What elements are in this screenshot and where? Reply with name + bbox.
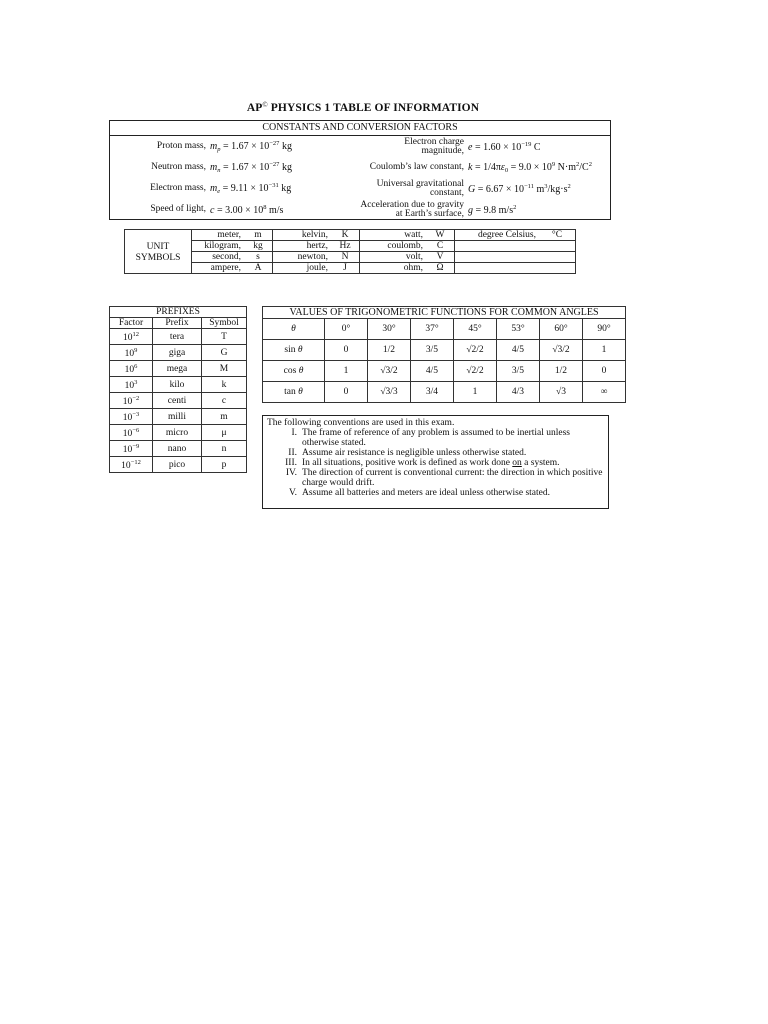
prefix-row: [110, 345, 247, 361]
trig-value: ∞: [583, 382, 626, 403]
unit-symbol: °C: [539, 230, 576, 241]
angle-header: 37°: [411, 319, 454, 340]
trig-value: 3/4: [411, 382, 454, 403]
convention-text: Assume all batteries and meters are ideal unless otherwise stated.: [302, 488, 550, 498]
unit-symbol: [539, 263, 576, 274]
convention-item: [267, 428, 604, 448]
unit-name: kilogram,: [192, 241, 245, 252]
prefix-name: nano: [153, 441, 202, 457]
convention-text: The frame of reference of any problem is assumed to be inertial unless otherwise stated.: [302, 428, 571, 448]
trig-value: √2/2: [454, 361, 497, 382]
trig-value: 1: [325, 361, 368, 382]
prefix-factor: $10^{-3}$: [110, 409, 153, 425]
prefix-symbol: n: [202, 441, 247, 457]
trig-value: 0: [583, 361, 626, 382]
theta-header: θ: [263, 319, 325, 340]
trig-function-label: tan θ: [263, 382, 325, 403]
coulomb-constant-row: Coulomb’s law constant, $k = 1/4\pi\varepsilon_0 = 9.0 \times 10^9$ $N\cdot m^2/C^2$: [369, 161, 592, 174]
angle-header: 45°: [454, 319, 497, 340]
unit-symbol: Hz: [331, 241, 360, 252]
unit-name: coulomb,: [360, 241, 427, 252]
unit-symbol: Ω: [426, 263, 455, 274]
unit-row: [125, 263, 576, 274]
prefixes-table: [109, 306, 247, 473]
prefix-name: tera: [153, 329, 202, 345]
convention-number: IV.: [285, 468, 297, 478]
unit-row: [125, 252, 576, 263]
prefix-symbol: c: [202, 393, 247, 409]
convention-number: V.: [288, 488, 297, 498]
unit-symbol: K: [331, 230, 360, 241]
trig-value: 1/2: [540, 361, 583, 382]
trig-angle-row: [263, 319, 626, 340]
convention-text: In all situations, positive work is defined as work done on a system.: [302, 458, 560, 468]
trig-value: 3/5: [411, 340, 454, 361]
prefix-name: micro: [153, 425, 202, 441]
prefix-symbol: μ: [202, 425, 247, 441]
unit-name: newton,: [273, 252, 332, 263]
trig-values-table: [262, 306, 626, 403]
prefix-symbol: p: [202, 457, 247, 473]
trig-value: 4/5: [411, 361, 454, 382]
trig-title: VALUES OF TRIGONOMETRIC FUNCTIONS FOR COMMON ANGLES: [263, 307, 626, 319]
convention-number: I.: [291, 428, 297, 438]
symbol-header: Symbol: [202, 318, 247, 329]
electron-charge-row: Electron charge magnitude, $e = 1.60 \times 10^{-19}$ C: [404, 136, 541, 156]
prefix-symbol: M: [202, 361, 247, 377]
prefix-name: mega: [153, 361, 202, 377]
convention-item: [267, 488, 604, 498]
prefix-factor: $10^{-6}$: [110, 425, 153, 441]
convention-number: III.: [285, 458, 297, 468]
conventions-intro: The following conventions are used in this exam.: [267, 418, 455, 428]
unit-symbols-table: [124, 229, 576, 274]
unit-name: meter,: [192, 230, 245, 241]
convention-item: [267, 448, 604, 458]
prefix-factor: $10^{-2}$: [110, 393, 153, 409]
trig-row: [263, 340, 626, 361]
prefix-row: [110, 361, 247, 377]
unit-name: ohm,: [360, 263, 427, 274]
unit-symbol: W: [426, 230, 455, 241]
trig-row: [263, 382, 626, 403]
prefix-name: kilo: [153, 377, 202, 393]
prefix-row: [110, 329, 247, 345]
angle-header: 53°: [497, 319, 540, 340]
unit-symbols-label: UNIT SYMBOLS: [125, 230, 192, 274]
unit-name: volt,: [360, 252, 427, 263]
prefix-name: milli: [153, 409, 202, 425]
unit-name: degree Celsius,: [455, 230, 540, 241]
prefix-factor: $10^6$: [110, 361, 153, 377]
unit-symbol: [539, 241, 576, 252]
unit-symbol: m: [244, 230, 273, 241]
constants-table: [109, 120, 611, 220]
prefix-row: [110, 409, 247, 425]
unit-name: kelvin,: [273, 230, 332, 241]
prefix-factor: $10^3$: [110, 377, 153, 393]
trig-value: 3/5: [497, 361, 540, 382]
unit-symbol: C: [426, 241, 455, 252]
angle-header: 0°: [325, 319, 368, 340]
unit-name: ampere,: [192, 263, 245, 274]
trig-value: 1: [583, 340, 626, 361]
unit-name: watt,: [360, 230, 427, 241]
trig-value: √3: [540, 382, 583, 403]
unit-symbol: N: [331, 252, 360, 263]
trig-function-label: cos θ: [263, 361, 325, 382]
prefix-row: [110, 425, 247, 441]
trig-value: 4/5: [497, 340, 540, 361]
prefix-name: centi: [153, 393, 202, 409]
unit-row: [125, 241, 576, 252]
unit-name: [455, 241, 540, 252]
neutron-mass-row: Neutron mass, $m_n = 1.67 \times 10^{-27}$ kg: [151, 161, 292, 174]
conventions-box: [262, 415, 609, 509]
unit-symbol: J: [331, 263, 360, 274]
prefix-header: Prefix: [153, 318, 202, 329]
proton-mass-row: Proton mass, $m_p = 1.67 \times 10^{-27}$ kg: [156, 140, 292, 153]
prefix-factor: $10^{-9}$: [110, 441, 153, 457]
prefix-factor: $10^9$: [110, 345, 153, 361]
unit-name: second,: [192, 252, 245, 263]
prefix-row: [110, 377, 247, 393]
gravity-acceleration-row: Acceleration due to gravity at Earth’s surface, g = 9.8 $m/s^2$: [360, 199, 517, 219]
unit-symbol: V: [426, 252, 455, 263]
unit-name: [455, 263, 540, 274]
angle-header: 60°: [540, 319, 583, 340]
convention-item: [267, 458, 604, 468]
convention-item: [267, 468, 604, 488]
speed-of-light-row: Speed of light, $c = 3.00 \times 10^8$ m/s: [150, 203, 284, 216]
trig-value: 1: [454, 382, 497, 403]
prefix-name: giga: [153, 345, 202, 361]
trig-row: [263, 361, 626, 382]
prefix-factor: $10^{12}$: [110, 329, 153, 345]
trig-function-label: sin θ: [263, 340, 325, 361]
page-title: AP© PHYSICS 1 TABLE OF INFORMATION: [246, 101, 480, 114]
unit-symbol: [539, 252, 576, 263]
trig-value: 0: [325, 382, 368, 403]
prefix-symbol: k: [202, 377, 247, 393]
unit-symbol: s: [244, 252, 273, 263]
unit-row: [125, 230, 576, 241]
unit-name: hertz,: [273, 241, 332, 252]
angle-header: 90°: [583, 319, 626, 340]
trig-value: √2/2: [454, 340, 497, 361]
prefix-row: [110, 441, 247, 457]
trig-value: 0: [325, 340, 368, 361]
unit-symbol: kg: [244, 241, 273, 252]
trig-value: √3/2: [540, 340, 583, 361]
gravitational-constant-row: Universal gravitational constant, $G = 6.67 \times 10^{-11}$ $m^3/kg\cdot s^2$: [376, 178, 571, 198]
prefixes-title: PREFIXES: [110, 307, 247, 318]
factor-header: Factor: [110, 318, 153, 329]
prefix-row: [110, 457, 247, 473]
prefix-name: pico: [153, 457, 202, 473]
electron-mass-row: Electron mass, $m_e = 9.11 \times 10^{-31}$ kg: [150, 182, 292, 195]
prefix-factor: $10^{-12}$: [110, 457, 153, 473]
unit-name: [455, 252, 540, 263]
unit-name: joule,: [273, 263, 332, 274]
convention-text: The direction of current is conventional current: the direction in which positive charge would drift.: [302, 468, 603, 488]
trig-value: 4/3: [497, 382, 540, 403]
convention-text: Assume air resistance is negligible unless otherwise stated.: [302, 448, 527, 458]
constants-header: CONSTANTS AND CONVERSION FACTORS: [110, 121, 610, 136]
prefix-symbol: m: [202, 409, 247, 425]
prefix-symbol: T: [202, 329, 247, 345]
trig-value: 1/2: [368, 340, 411, 361]
trig-value: √3/3: [368, 382, 411, 403]
prefix-row: [110, 393, 247, 409]
angle-header: 30°: [368, 319, 411, 340]
prefix-symbol: G: [202, 345, 247, 361]
unit-symbol: A: [244, 263, 273, 274]
convention-number: II.: [288, 448, 297, 458]
trig-value: √3/2: [368, 361, 411, 382]
